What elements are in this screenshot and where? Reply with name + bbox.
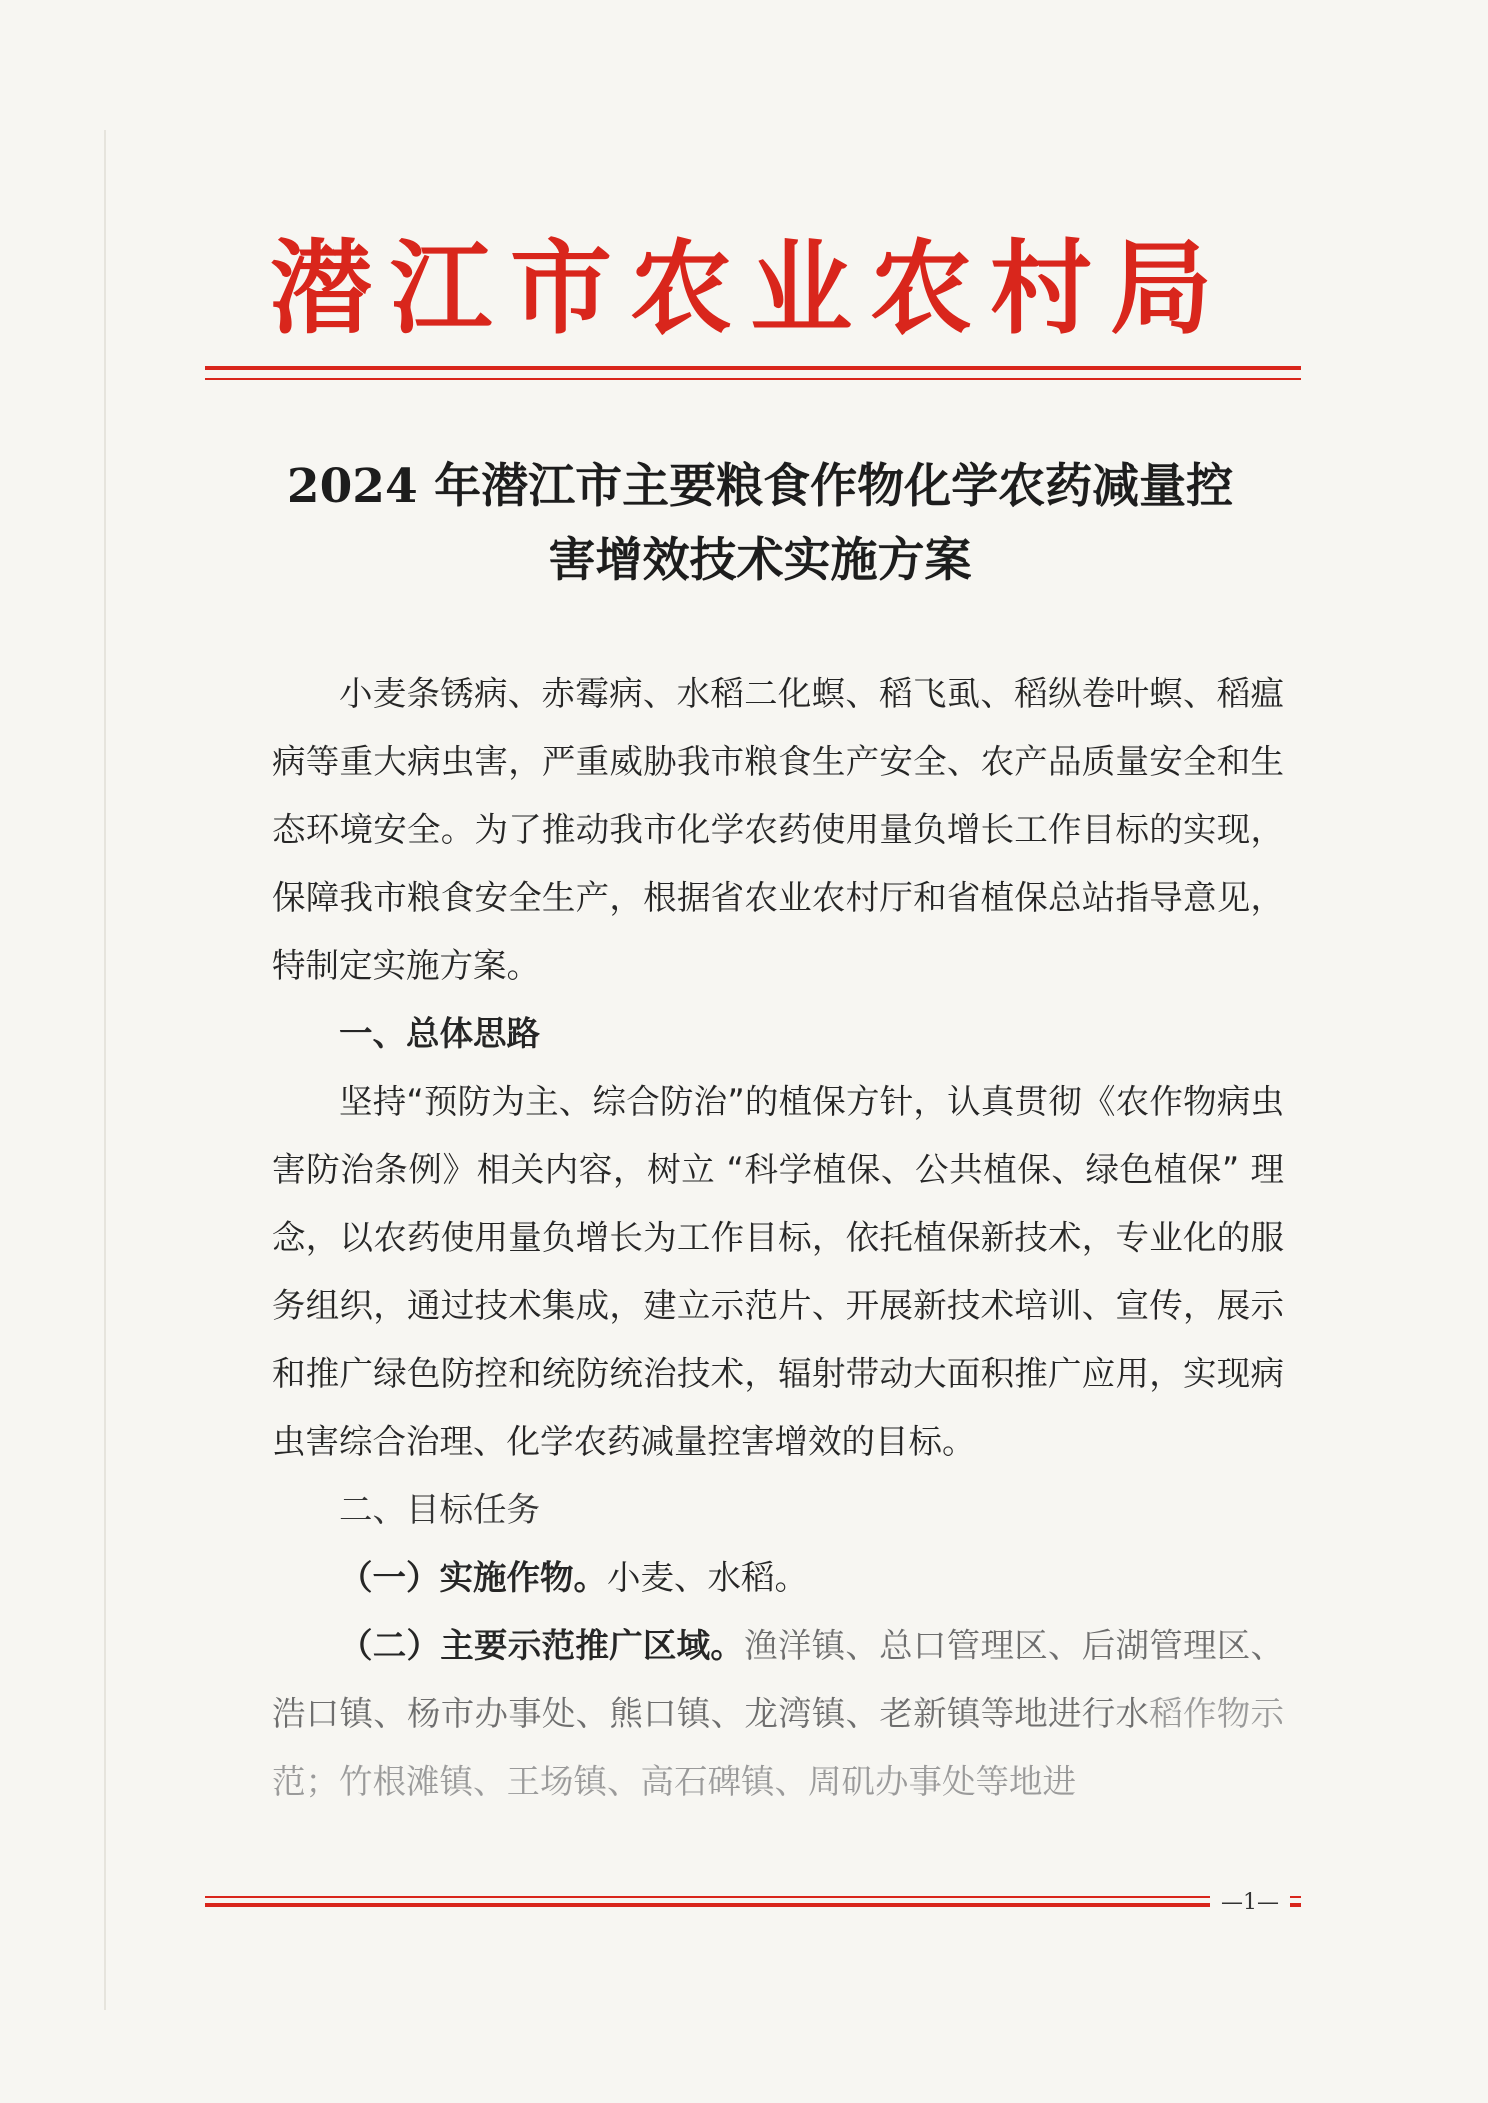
masthead-rule-thin [205, 378, 1301, 380]
item-2-lead: （二）主要示范推广区域。 [339, 1626, 745, 1665]
page-number: —1— [1210, 1890, 1290, 1915]
item-1-text: 小麦、水稻。 [607, 1558, 808, 1597]
footer-rule-thin [205, 1896, 1301, 1898]
title-line-1: 2024 年潜江市主要粮食作物化学农药减量控 [286, 459, 1234, 514]
footer-rule-thick [205, 1903, 1301, 1907]
item-2-text-b: 稻作物示范；竹根滩镇、王场镇、高石碑镇、周矶办事处等地进 [272, 1694, 1285, 1801]
section-2-item-1 [272, 1544, 1284, 1612]
section-1-heading: 一、总体思路 [339, 1014, 540, 1053]
section-2-heading: 二、目标任务 [339, 1490, 540, 1529]
item-2-text-a: 渔洋镇、总口管理区、后湖管理区、浩口镇、杨市办事处、熊口镇、龙湾镇、老新镇等地进行水 [272, 1626, 1285, 1733]
section-1-paragraph: 坚持“预防为主、综合防治”的植保方针，认真贯彻《农作物病虫害防治条例》相关内容，树立 “科学植保、公共植保、绿色植保” 理念，以农药使用量负增长为工作目标，依托植保新技术，专业化的服务组织，通过技术集成，建立示范片、开展新技术培训、宣传，展示和推广绿色防控和统防统治技术，辐射带动大面积推广应用，实现病虫害综合治理、化学农药减量控害增效的目标。 [272, 1082, 1284, 1461]
scan-edge-shadow [104, 130, 106, 2010]
item-1-lead: （一）实施作物。 [339, 1558, 607, 1597]
section-2-item-2 [272, 1612, 1284, 1816]
title-line-2: 害增效技术实施方案 [548, 533, 972, 588]
document-title [260, 450, 1260, 598]
masthead-rule-thick [205, 366, 1301, 370]
document-body [272, 660, 1284, 1816]
intro-paragraph: 小麦条锈病、赤霉病、水稻二化螟、稻飞虱、稻纵卷叶螟、稻瘟病等重大病虫害，严重威胁我市粮食生产安全、农产品质量安全和生态环境安全。为了推动我市化学农药使用量负增长工作目标的实现，保障我市粮食安全生产，根据省农业农村厅和省植保总站指导意见，特制定实施方案。 [272, 674, 1284, 985]
issuer-masthead: 潜江市农业农村局 [270, 229, 1230, 349]
